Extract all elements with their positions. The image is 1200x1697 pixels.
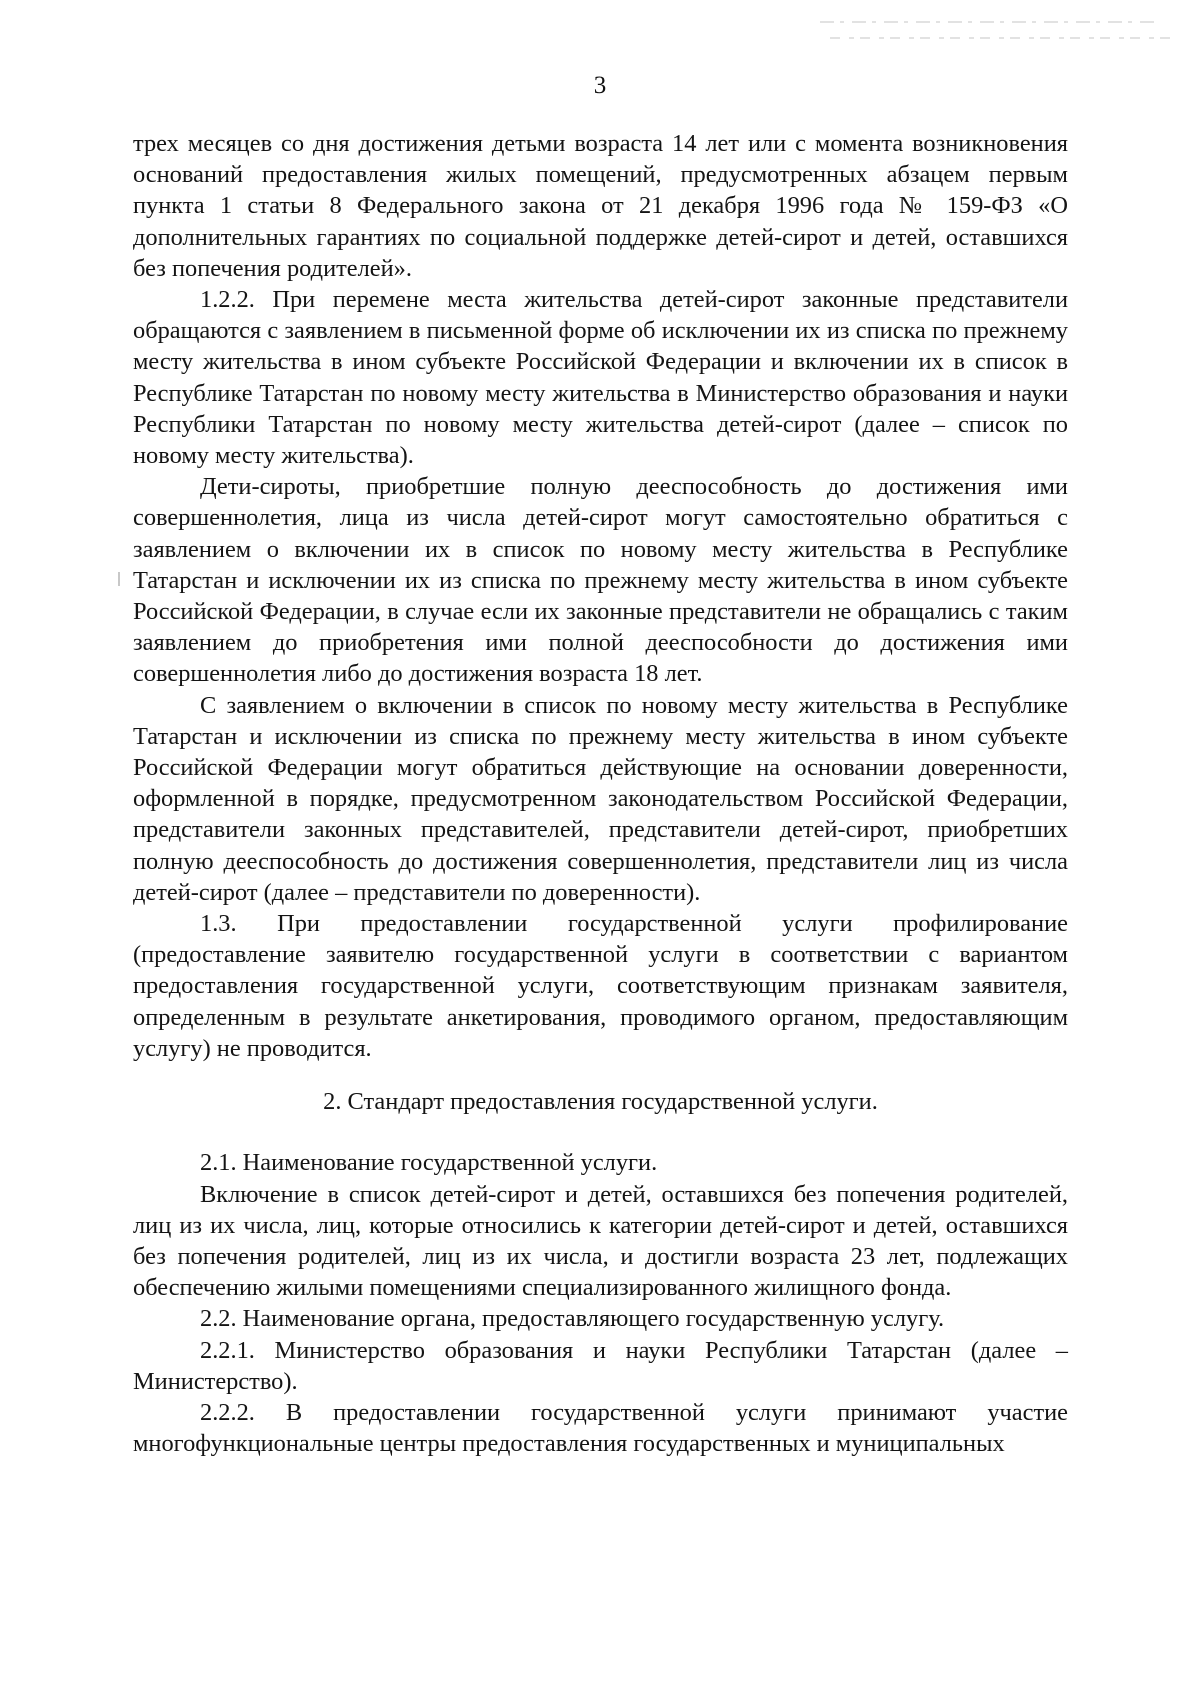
paragraph-continuation: трех месяцев со дня достижения детьми возраста 14 лет или с момента возникновения оснований предоставления жилых помещений, предусмотренных абзацем первым пункта 1 статьи 8 Федерального закона от 21 декабря 1996 года № 159-ФЗ «О дополнительных гарантиях по социальной поддержке детей-сирот и детей, оставшихся без попечения родителей». (133, 130, 1068, 282)
paragraph-1-2-2: 1.2.2. При перемене места жительства детей-сирот законные представители обращаются с заявлением в письменной форме об исключении их из списка по прежнему месту жительства в ином субъекте Российской Федерации и включении их в список в Республике Татарстан по новому месту жительства в Министерство образования и науки Республики Татарстан по новому месту жительства детей-сирот (далее – список по новому месту жительства). (133, 286, 1068, 470)
paragraph-representatives-by-proxy: С заявлением о включении в список по новому месту жительства в Республике Татарстан и исключении из списка по прежнему месту жительства в ином субъекте Российской Федерации могут обратиться действующие на основании доверенности, оформленной в порядке, предусмотренном законодательством Российской Федерации, представители законных представителей, представители детей-сирот, приобретших полную дееспособность до достижения совершеннолетия, представители лиц из числа детей-сирот (далее – представители по доверенности). (133, 691, 1068, 906)
paragraph-2-2-1: 2.2.1. Министерство образования и науки Республики Татарстан (далее – Министерство). (133, 1336, 1068, 1395)
paragraph-1-3-profiling: 1.3. При предоставлении государственной услуги профилирование (предоставление заявителю государственной услуги в соответствии с вариантом предоставления государственной услуги, соответствующим признакам заявителя, определенным в результате анкетирования, проводимого органом, предоставляющим услугу) не проводится. (133, 910, 1068, 1062)
section-heading: 2. Стандарт предоставления государственной услуги. (323, 1088, 878, 1116)
page-number: 3 (593, 72, 607, 99)
scan-noise-top (820, 12, 1180, 52)
paragraph-orphans-full-capacity: Дети-сироты, приобретшие полную дееспособность до достижения ими совершеннолетия, лица из числа детей-сирот могут самостоятельно обратиться с заявлением о включении их в список по новому месту жительства в Республике Татарстан и исключении их из списка по прежнему месту жительства в ином субъекте Российской Федерации, в случае если их законные представители не обращались с таким заявлением до приобретения ими полной дееспособности до достижения ими совершеннолетия либо до достижения возраста 18 лет. (133, 473, 1068, 688)
paragraph-2-2-2: 2.2.2. В предоставлении государственной услуги принимают участие многофункциональные центры предоставления государственных и муниципальных (133, 1398, 1068, 1458)
document-body (133, 128, 1068, 1459)
paragraph-2-1-title: 2.1. Наименование государственной услуги. (200, 1149, 658, 1177)
paragraph-2-1-body: Включение в список детей-сирот и детей, оставшихся без попечения родителей, лиц из их числа, лиц, которые относились к категории детей-сирот и детей, оставшихся без попечения родителей, лиц из их числа, и достигли возраста 23 лет, подлежащих обеспечению жилыми помещениями специализированного жилищного фонда. (133, 1180, 1068, 1302)
scan-speck (118, 572, 120, 586)
paragraph-2-2-title: 2.2. Наименование органа, предоставляющего государственную услугу. (200, 1305, 945, 1333)
